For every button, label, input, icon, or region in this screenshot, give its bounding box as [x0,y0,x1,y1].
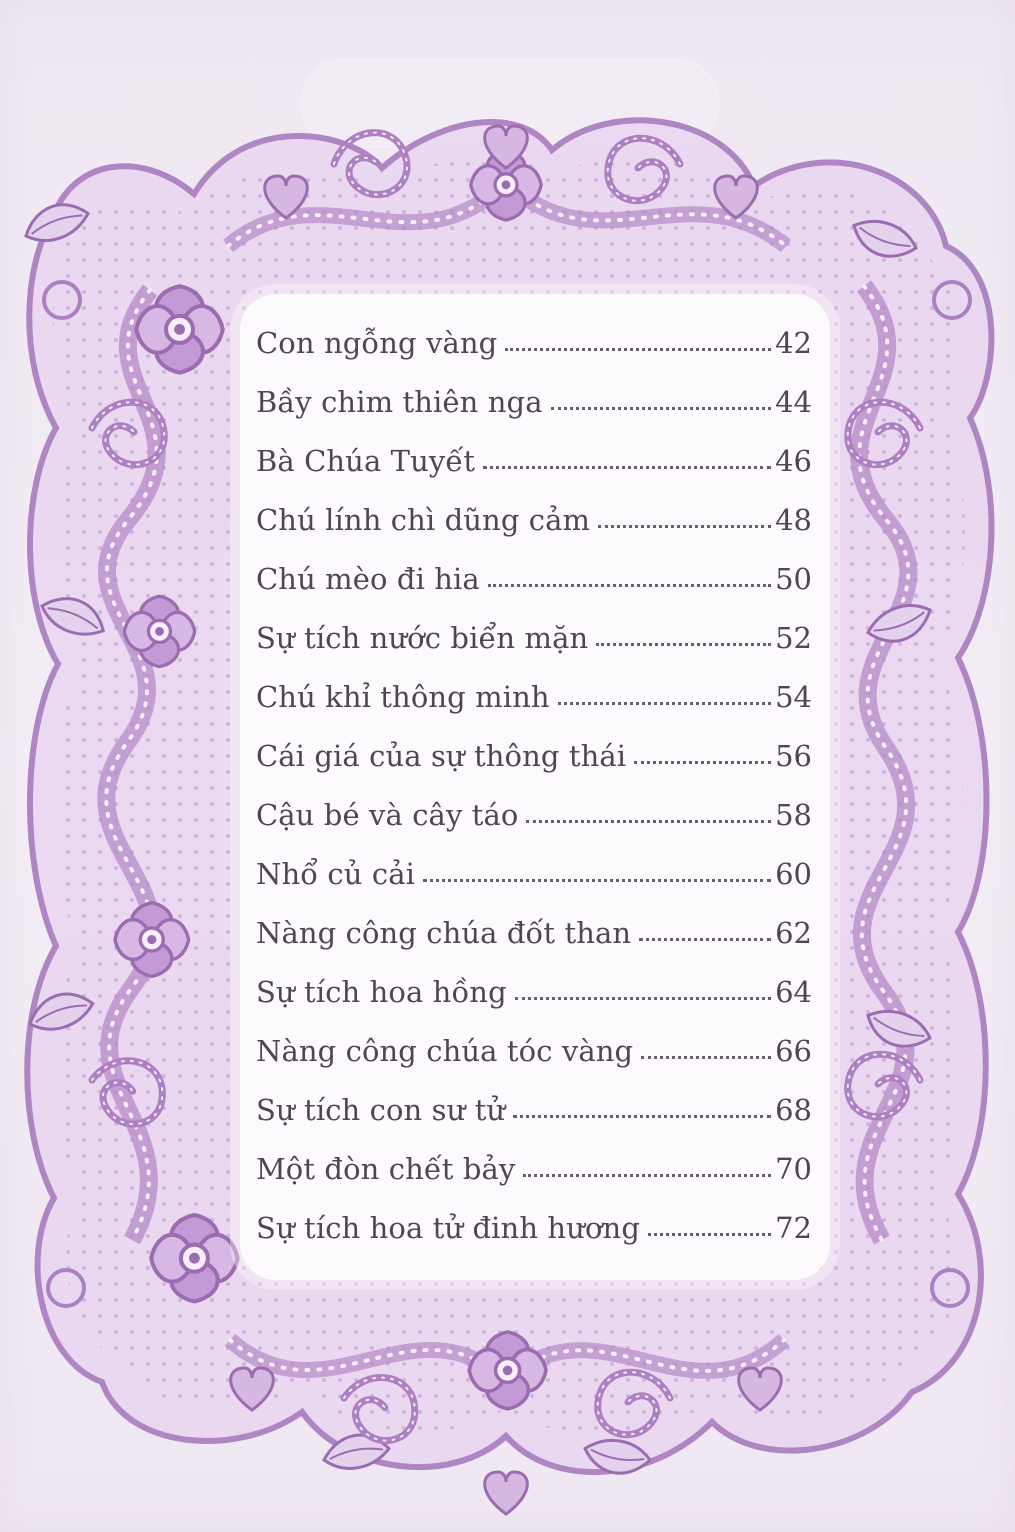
toc-leader-dots [558,702,771,705]
toc-item[interactable] [256,675,812,734]
toc-item[interactable] [256,852,812,911]
toc-title: Nhổ củ cải [256,857,415,891]
toc-title: Sự tích hoa tử đinh hương [256,1211,640,1245]
toc-page-number: 66 [775,1034,812,1068]
toc-title: Sự tích hoa hồng [256,975,507,1009]
toc-item[interactable] [256,498,812,557]
toc-item[interactable] [256,970,812,1029]
toc-page-number: 50 [775,562,812,596]
toc-leader-dots [488,584,771,587]
toc-title: Chú khỉ thông minh [256,680,550,714]
toc-leader-dots [423,879,771,882]
toc-leader-dots [648,1233,771,1236]
toc-page-number: 42 [775,326,812,360]
toc-item[interactable] [256,321,812,380]
toc-title: Chú mèo đi hia [256,562,480,596]
toc-item[interactable] [256,557,812,616]
toc-page-number: 48 [775,503,812,537]
toc-item[interactable] [256,616,812,675]
toc-item[interactable] [256,911,812,970]
toc-title: Bà Chúa Tuyết [256,444,476,478]
toc-page-number: 70 [775,1152,812,1186]
toc-page-number: 64 [775,975,812,1009]
toc-item[interactable] [256,793,812,852]
toc-item[interactable] [256,734,812,793]
toc-item[interactable] [256,439,812,498]
toc-leader-dots [551,407,772,410]
toc-title: Cái giá của sự thông thái [256,739,627,773]
toc-title: Bầy chim thiên nga [256,385,543,419]
toc-leader-dots [639,938,771,941]
toc-page-number: 46 [775,444,812,478]
toc-leader-dots [596,643,771,646]
toc-title: Chú lính chì dũng cảm [256,503,591,537]
toc-page-number: 68 [775,1093,812,1127]
toc-title: Con ngỗng vàng [256,326,498,360]
toc-title: Sự tích nước biển mặn [256,621,589,655]
toc-leader-dots [483,466,771,469]
toc-leader-dots [515,997,771,1000]
toc-title: Một đòn chết bảy [256,1152,516,1186]
toc-leader-dots [505,348,771,351]
toc-leader-dots [641,1056,771,1059]
toc-item[interactable] [256,1088,812,1147]
toc-page-number: 54 [775,680,812,714]
toc-page-number: 60 [775,857,812,891]
toc-leader-dots [523,1174,771,1177]
toc-leader-dots [598,525,771,528]
toc-item[interactable] [256,1147,812,1206]
toc-leader-dots [634,761,771,764]
toc-item[interactable] [256,1206,812,1265]
toc-page-number: 72 [775,1211,812,1245]
toc-title: Sự tích con sư tử [256,1093,506,1127]
toc-page-number: 58 [775,798,812,832]
table-of-contents [256,321,812,1265]
toc-item[interactable] [256,1029,812,1088]
toc-page-number: 62 [775,916,812,950]
toc-page-number: 52 [775,621,812,655]
toc-title: Cậu bé và cây táo [256,798,519,832]
toc-title: Nàng công chúa tóc vàng [256,1034,634,1068]
toc-title: Nàng công chúa đốt than [256,916,632,950]
toc-item[interactable] [256,380,812,439]
toc-leader-dots [513,1115,771,1118]
toc-page-number: 44 [775,385,812,419]
toc-page-number: 56 [775,739,812,773]
toc-leader-dots [526,820,771,823]
